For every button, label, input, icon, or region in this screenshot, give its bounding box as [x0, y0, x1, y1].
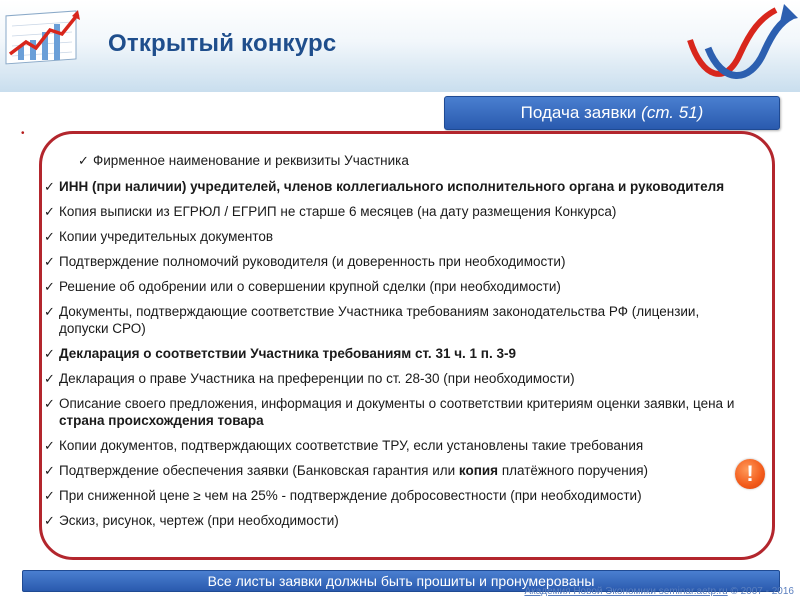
check-icon: ✓ — [44, 179, 55, 194]
requirement-text: Копии учредительных документов — [59, 229, 274, 244]
requirement-item — [44, 395, 744, 429]
requirement-item — [44, 462, 744, 479]
requirement-item — [44, 253, 744, 270]
swoosh-arrow-icon — [680, 0, 800, 92]
requirement-text: Копии документов, подтверждающих соответствие ТРУ, если установлены такие требования — [59, 438, 644, 453]
requirement-text: Описание своего предложения, информация и документы о соответствии критериям оценки заявки, цена и — [59, 396, 735, 411]
requirement-text: Фирменное наименование и реквизиты Участника — [93, 153, 409, 168]
requirement-text: копия — [458, 463, 499, 478]
requirement-item — [44, 203, 744, 220]
check-icon: ✓ — [44, 463, 55, 478]
requirement-text: Подтверждение обеспечения заявки (Банковская гарантия или — [59, 463, 459, 478]
check-icon: ✓ — [44, 204, 55, 219]
requirement-item — [44, 152, 744, 169]
requirement-text: ИНН (при наличии) учредителей, членов коллегиального исполнительного органа и руководителя — [59, 179, 725, 194]
requirement-item — [44, 178, 744, 195]
chart-logo-icon — [4, 6, 84, 70]
requirement-item — [44, 303, 744, 337]
requirement-item — [44, 370, 744, 387]
check-icon: ✓ — [44, 304, 55, 319]
requirement-text: Копия выписки из ЕГРЮЛ / ЕГРИП не старше 6 месяцев (на дату размещения Конкурса) — [59, 204, 617, 219]
requirement-text: При сниженной цене ≥ чем на 25% - подтверждение добросовестности (при необходимости) — [59, 488, 642, 503]
check-icon: ✓ — [44, 488, 55, 503]
page-title: Открытый конкурс — [108, 30, 337, 57]
requirement-text: Декларация о праве Участника на преференции по ст. 28-30 (при необходимости) — [59, 371, 575, 386]
decorative-dot: • — [21, 128, 25, 139]
check-icon: ✓ — [44, 279, 55, 294]
warning-icon: ! — [735, 459, 765, 489]
check-icon: ✓ — [44, 229, 55, 244]
requirement-text: платёжного поручения) — [498, 463, 649, 478]
section-header-text: Подача заявки — [520, 103, 642, 122]
section-header-reference: (ст. 51) — [641, 103, 704, 122]
credit-link[interactable]: Академия Новой Экономики seminar.aetp.ru — [524, 586, 728, 597]
requirement-text: Подтверждение полномочий руководителя (и доверенность при необходимости) — [59, 254, 566, 269]
requirement-text: страна происхождения товара — [59, 413, 264, 428]
check-icon: ✓ — [44, 254, 55, 269]
check-icon: ✓ — [44, 438, 55, 453]
check-icon: ✓ — [44, 371, 55, 386]
requirement-item — [44, 437, 744, 454]
check-icon: ✓ — [44, 513, 55, 528]
requirement-text: Документы, подтверждающие соответствие Участника требованиям законодательства РФ (лицензии, допуски СРО) — [59, 304, 700, 336]
requirement-text: Эскиз, рисунок, чертеж (при необходимости) — [59, 513, 339, 528]
credit-copyright: © 2007 - 2016 — [727, 586, 794, 597]
footer-note-bar: Все листы заявки должны быть прошиты и пронумерованы — [22, 570, 780, 592]
requirement-text: Декларация о соответствии Участника требованиям ст. 31 ч. 1 п. 3-9 — [59, 346, 516, 361]
requirement-item — [44, 278, 744, 295]
slide-header — [0, 0, 800, 92]
check-icon: ✓ — [44, 396, 55, 411]
footer-credit — [524, 586, 794, 597]
requirement-item — [44, 512, 744, 529]
check-icon: ✓ — [44, 346, 55, 361]
section-header-bar — [444, 96, 780, 130]
check-icon: ✓ — [78, 153, 89, 168]
requirement-item — [44, 345, 744, 362]
requirements-list — [44, 152, 744, 537]
requirement-text: Решение об одобрении или о совершении крупной сделки (при необходимости) — [59, 279, 561, 294]
requirement-item — [44, 228, 744, 245]
requirement-item — [44, 487, 744, 504]
